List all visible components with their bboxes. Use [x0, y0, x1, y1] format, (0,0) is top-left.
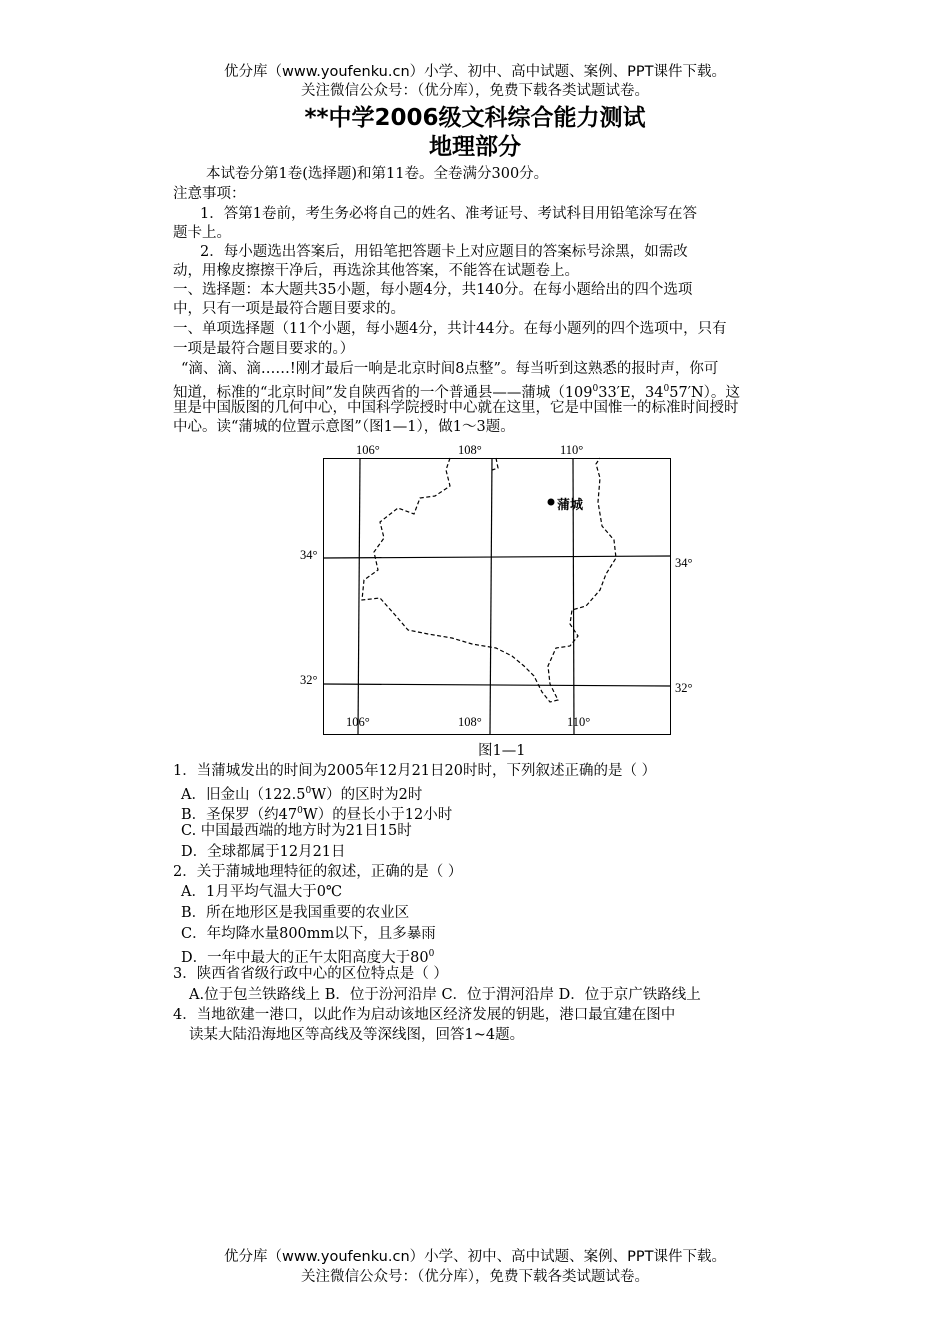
question-3-options: A.位于包兰铁路线上 B．位于汾河沿岸 C．位于渭河沿岸 D．位于京广铁路线上: [189, 987, 701, 1003]
notice-2-line-1: 2．每小题选出答案后，用铅笔把答题卡上对应题目的答案标号涂黑，如需改: [200, 244, 688, 260]
section-1-line-1: 一、选择题：本大题共35小题，每小题4分，共140分。在每小题给出的四个选项: [173, 282, 693, 298]
question-1: 1．当蒲城发出的时间为2005年12月21日20时时，下列叙述正确的是（ ）: [173, 763, 657, 779]
notice-1-line-2: 题卡上。: [173, 225, 231, 241]
section-1-line-2: 中，只有一项是最符合题目要求的。: [173, 301, 405, 317]
meridian-106: [358, 458, 360, 734]
page-title: **中学2006级文科综合能力测试: [304, 105, 646, 131]
map-city-label: 蒲城: [557, 498, 584, 513]
passage-line-4: 中心。读“蒲城的位置示意图”（图1—1），做1～3题。: [173, 419, 515, 435]
question-1-option-d: D．全球都属于12月21日: [181, 844, 346, 860]
puncheng-marker: [548, 499, 555, 506]
map-lat-34-right: 34°: [675, 556, 693, 570]
map-top-label-110: 110°: [560, 443, 584, 457]
map-top-label-106: 106°: [356, 443, 380, 457]
question-2: 2．关于蒲城地理特征的叙述，正确的是（ ）: [173, 864, 463, 880]
map-bottom-label-110: 110°: [567, 715, 591, 729]
notice-2-line-2: 动，用橡皮擦擦干净后，再选涂其他答案，不能答在试题卷上。: [173, 263, 579, 279]
passage-line-3: 里是中国版图的几何中心，中国科学院授时中心就在这里，它是中国惟一的标准时间授时: [173, 400, 739, 416]
question-1-option-a: A．旧金山（122.5$^0$W）的区时为2时: [181, 786, 423, 803]
page-subtitle: 地理部分: [429, 134, 521, 160]
map-bottom-label-106: 106°: [346, 715, 370, 729]
map-lat-32-left: 32°: [300, 673, 318, 687]
notice-label: 注意事项：: [173, 186, 246, 202]
puncheng-location-map: [300, 440, 720, 740]
header-line-1: 优分库（www.youfenku.cn）小学、初中、高中试题、案例、PPT课件下载。: [224, 64, 726, 80]
question-2-option-c: C．年均降水量800mm以下，且多暴雨: [181, 926, 436, 942]
footer-line-1: 优分库（www.youfenku.cn）小学、初中、高中试题、案例、PPT课件下载。: [224, 1249, 726, 1265]
header-line-2: 关注微信公众号：（优分库），免费下载各类试题试卷。: [301, 83, 649, 99]
question-1-option-c: C. 中国最西端的地方时为21日15时: [181, 823, 412, 839]
question-2-option-b: B．所在地形区是我国重要的农业区: [181, 905, 410, 921]
figure-caption: 图1—1: [478, 743, 526, 759]
question-2-option-d: D．一年中最大的正午太阳高度大于$80^0$: [181, 949, 435, 966]
footer-line-2: 关注微信公众号：（优分库），免费下载各类试题试卷。: [301, 1269, 649, 1285]
passage-line-2: 知道，标准的“北京时间”发自陕西省的一个普通县——蒲城（$109^033'E$，$34^057'N$）。这: [173, 384, 740, 401]
question-2-option-a: A．1月平均气温大于0℃: [181, 884, 343, 900]
map-lat-32-right: 32°: [675, 681, 693, 695]
passage-line-1: “滴、滴、滴……!刚才最后一响是北京时间8点整”。每当听到这熟悉的报时声，你可: [181, 361, 719, 377]
question-4: 4．当地欲建一港口，以此作为启动该地区经济发展的钥匙，港口最宜建在图中: [173, 1007, 676, 1023]
parallel-32: [323, 684, 671, 686]
map-bottom-label-108: 108°: [458, 715, 482, 729]
intro-paragraph: 本试卷分第1卷(选择题)和第11卷。全卷满分300分。: [206, 166, 549, 182]
map-top-label-108: 108°: [458, 443, 482, 457]
section-2-line-1: 一、单项选择题（11个小题，每小题4分，共计44分。在每小题列的四个选项中，只有: [173, 321, 727, 337]
meridian-108: [490, 458, 492, 734]
section-2-line-2: 一项是最符合题目要求的。）: [173, 341, 355, 357]
question-4-line-2: 读某大陆沿海地区等高线及等深线图，回答1~4题。: [189, 1027, 525, 1043]
map-lat-34-left: 34°: [300, 548, 318, 562]
shaanxi-north-border: [492, 458, 498, 470]
question-1-option-b: B．圣保罗（约$47^0W$）的昼长小于12小时: [181, 806, 453, 823]
notice-1-line-1: 1．答第1卷前，考生务必将自己的姓名、准考证号、考试科目用铅笔涂写在答: [200, 206, 697, 222]
question-3: 3．陕西省省级行政中心的区位特点是（ ）: [173, 966, 448, 982]
